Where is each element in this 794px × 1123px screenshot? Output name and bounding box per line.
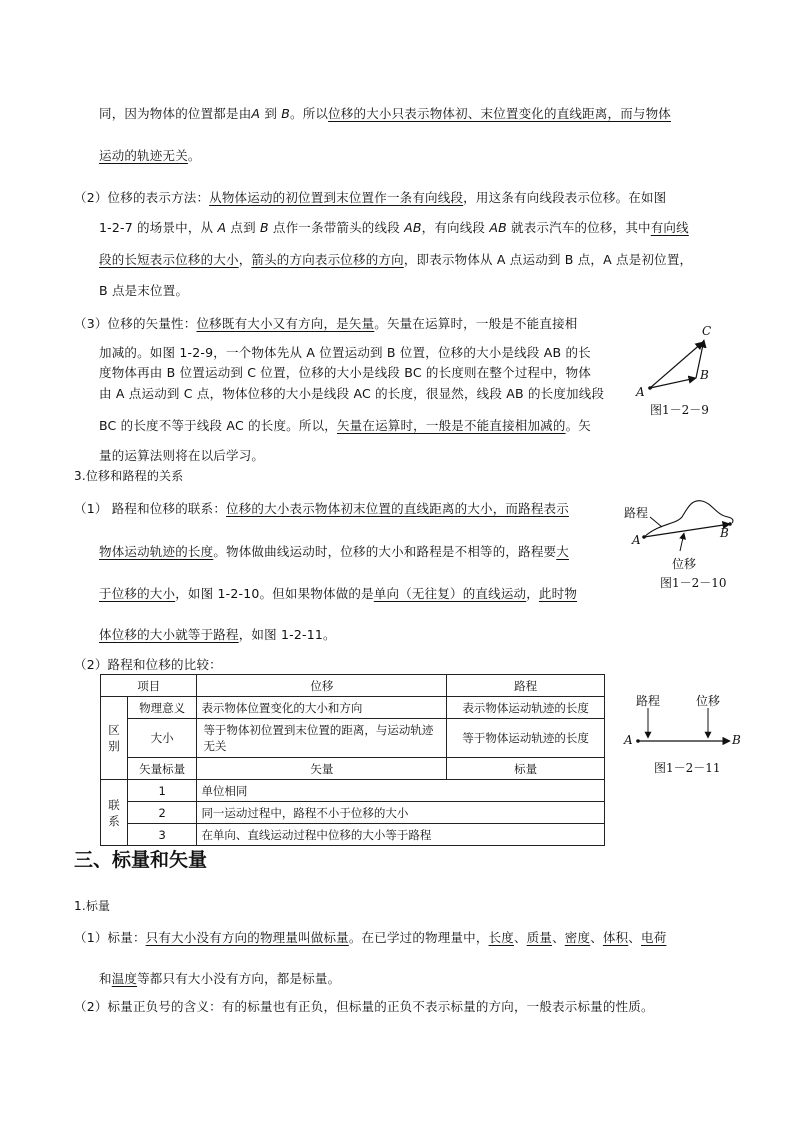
- underlined-text: 箭头的方向表示位移的方向: [251, 252, 404, 267]
- underlined-text: 于位移的大小: [99, 586, 176, 601]
- para3-line4: 由 A 点运动到 C 点，物体位移的大小是线段 AC 的长度，很显然，线段 AB 的长度加线段: [99, 386, 605, 401]
- text: 和: [99, 971, 112, 986]
- underlined-text: 电荷: [641, 930, 667, 945]
- vector-ac: [650, 342, 703, 388]
- table-header-displacement: 位移: [197, 675, 447, 697]
- text: 点到: [226, 220, 260, 235]
- text: ，即表示物体从 A 点运动到 B 点，A 点是初位置，: [403, 252, 693, 267]
- text: ，: [238, 252, 252, 267]
- table-cell: 3: [127, 824, 197, 846]
- para1-line1: [99, 105, 671, 123]
- para1-line2: [99, 147, 201, 165]
- para7: （2）标量正负号的含义：有的标量也有正负，但标量的正负不表示标量的方向，一般表示标量的性质。: [74, 999, 654, 1014]
- para4-line2: [99, 543, 569, 561]
- table-row: [101, 802, 605, 824]
- text: AB: [404, 220, 422, 235]
- para4-line4: [99, 626, 336, 644]
- table-header-item: 项目: [101, 675, 197, 697]
- table-cell: 2: [127, 802, 197, 824]
- underlined-text: 长度: [488, 930, 514, 945]
- text: （1）标量：: [74, 930, 146, 945]
- text: A: [217, 220, 227, 235]
- path-label: 路程: [636, 694, 661, 708]
- table-cell: 表示物体位置变化的大小和方向: [197, 697, 447, 719]
- text: （1） 路程和位移的联系：: [74, 501, 227, 516]
- table-group-connection: 联系: [101, 780, 128, 846]
- table-cell: 等于物体运动轨迹的长度: [447, 719, 605, 758]
- table-group-difference: 区别: [101, 697, 128, 780]
- underlined-text: 矢量在运算时，一般是不能直接相加减的: [336, 418, 566, 433]
- text: ，如图 1-2-11。: [238, 627, 336, 642]
- vector-ab: [650, 378, 696, 388]
- underlined-text: 段的长短表示位移的大小: [99, 252, 239, 267]
- para4-line3: [99, 585, 577, 603]
- underlined-text: 运动的轨迹无关: [99, 148, 188, 163]
- text: 。在已学过的物理量中，: [348, 930, 489, 945]
- para6-line1: [74, 929, 666, 947]
- underlined-text: 大: [556, 544, 569, 559]
- table-cell: 在单向、直线运动过程中位移的大小等于路程: [197, 824, 605, 846]
- point-b-label: B: [732, 733, 741, 747]
- underlined-text: 物体运动轨迹的长度: [99, 544, 214, 559]
- underlined-text: 位移的大小只表示物体初、末位置变化的直线距离，而与物体: [328, 106, 672, 121]
- path-label: 路程: [624, 506, 649, 520]
- section-title: 三、标量和矢量: [74, 849, 208, 871]
- figure-caption: 图1－2－11: [654, 761, 721, 775]
- figure-1-2-11: [620, 690, 750, 780]
- underlined-text: 只有大小没有方向的物理量叫做标量: [145, 930, 349, 945]
- para6-line2: [99, 970, 340, 988]
- text: 、: [590, 930, 603, 945]
- underlined-text: 位移的大小表示物体初末位置的直线距离的大小，而路程表示: [226, 501, 569, 516]
- text: 同，因为物体的位置都是由: [99, 106, 252, 121]
- underlined-text: 位移既有大小又有方向，是矢量: [196, 316, 375, 331]
- text: 。物体做曲线运动时，位移的大小和路程是不相等的，路程要: [213, 544, 557, 559]
- text: 。矢: [565, 418, 591, 433]
- text: ，有向线段: [421, 220, 490, 235]
- text: ，用这条有向线段表示位移。在如图: [463, 190, 667, 205]
- table-row: [101, 675, 605, 697]
- table-cell: 表示物体运动轨迹的长度: [447, 697, 605, 719]
- point-a-label: A: [636, 385, 645, 399]
- table-cell: 矢量: [197, 758, 447, 780]
- text: 1-2-7 的场景中，从: [99, 220, 218, 235]
- text: 到: [260, 106, 282, 121]
- text: ，如图 1-2-10。但如果物体做的是: [175, 586, 374, 601]
- table-cell: 标量: [447, 758, 605, 780]
- para3-line2: 加减的。如图 1-2-9，一个物体先从 A 位置运动到 B 位置，位移的大小是线段 AB 的长: [99, 345, 591, 360]
- heading-1: 1.标量: [74, 899, 111, 913]
- text: 。矢量在运算时，一般是不能直接相: [374, 316, 578, 331]
- text: AB: [489, 220, 507, 235]
- point-c-label: C: [702, 324, 712, 338]
- para2-line4: B 点是末位置。: [99, 283, 189, 298]
- table-cell: 同一运动过程中，路程不小于位移的大小: [197, 802, 605, 824]
- pointer-arrow: [680, 533, 684, 551]
- table-cell: 单位相同: [197, 780, 605, 802]
- table-row: [101, 719, 605, 758]
- table-row: [101, 780, 605, 802]
- underlined-text: 密度: [564, 930, 591, 945]
- text: B: [281, 106, 290, 121]
- para4-line1: [74, 500, 569, 518]
- point-a-label: A: [632, 533, 641, 547]
- table-cell: 1: [127, 780, 197, 802]
- table-cell: 等于物体初位置到末位置的距离，与运动轨迹无关: [197, 719, 447, 758]
- text: 、: [552, 930, 565, 945]
- para2-line2: [99, 219, 689, 237]
- text: BC 的长度不等于线段 AC 的长度。所以，: [99, 418, 337, 433]
- table-row: [101, 758, 605, 780]
- point-b-label: B: [720, 526, 729, 540]
- para2-line1: [74, 189, 666, 207]
- underlined-text: 从物体运动的初位置到末位置作一条有向线段: [209, 190, 464, 205]
- text: 等都只有大小没有方向，都是标量。: [137, 971, 341, 986]
- text: 点作一条带箭头的线段: [268, 220, 405, 235]
- figure-caption: 图1－2－10: [660, 576, 727, 590]
- figure-caption: 图1－2－9: [650, 403, 709, 417]
- text: 就表示汽车的位移，其中: [506, 220, 651, 235]
- text: 。所以: [290, 106, 329, 121]
- point-b-label: B: [700, 368, 709, 382]
- underlined-text: 单向（无往复）的直线运动: [373, 586, 527, 601]
- text: 。: [187, 148, 201, 163]
- table-row: [101, 697, 605, 719]
- para3-line3: 度物体再由 B 位置运动到 C 位置，位移的大小是线段 BC 的长度则在整个过程中，物体: [99, 365, 592, 380]
- heading-3: 3.位移和路程的关系: [74, 469, 184, 483]
- table-cell: 物理意义: [127, 697, 197, 719]
- table-header-path: 路程: [447, 675, 605, 697]
- para2-line3: [99, 251, 692, 269]
- comparison-table: [100, 674, 605, 846]
- text: （3）位移的矢量性：: [74, 316, 197, 331]
- para5: （2）路程和位移的比较：: [74, 657, 222, 672]
- figure-1-2-10: [620, 495, 750, 595]
- text: ，: [526, 586, 539, 601]
- table-row: [101, 824, 605, 846]
- text: B: [259, 220, 269, 235]
- underlined-text: 体位移的大小就等于路程: [99, 627, 239, 642]
- underlined-text: 有向线: [650, 220, 689, 235]
- text: 、: [628, 930, 641, 945]
- displacement-vector: [644, 524, 730, 537]
- text: 、: [513, 930, 527, 945]
- table-cell: 矢量标量: [127, 758, 197, 780]
- para3-line5: [99, 417, 591, 435]
- underlined-text: 体积: [602, 930, 629, 945]
- displacement-label: 位移: [696, 694, 721, 708]
- underlined-text: 此时物: [538, 586, 578, 601]
- table-cell: 大小: [127, 719, 197, 758]
- underlined-text: 质量: [526, 930, 553, 945]
- underlined-text: 温度: [111, 971, 138, 986]
- para3-line1: [74, 315, 577, 333]
- text: A: [251, 106, 261, 121]
- para3-line6: 量的运算法则将在以后学习。: [99, 448, 265, 463]
- text: （2）位移的表示方法：: [74, 190, 210, 205]
- displacement-label: 位移: [672, 557, 697, 571]
- figure-1-2-9: [630, 320, 730, 420]
- point-a-label: A: [624, 733, 633, 747]
- pointer-line: [650, 517, 662, 527]
